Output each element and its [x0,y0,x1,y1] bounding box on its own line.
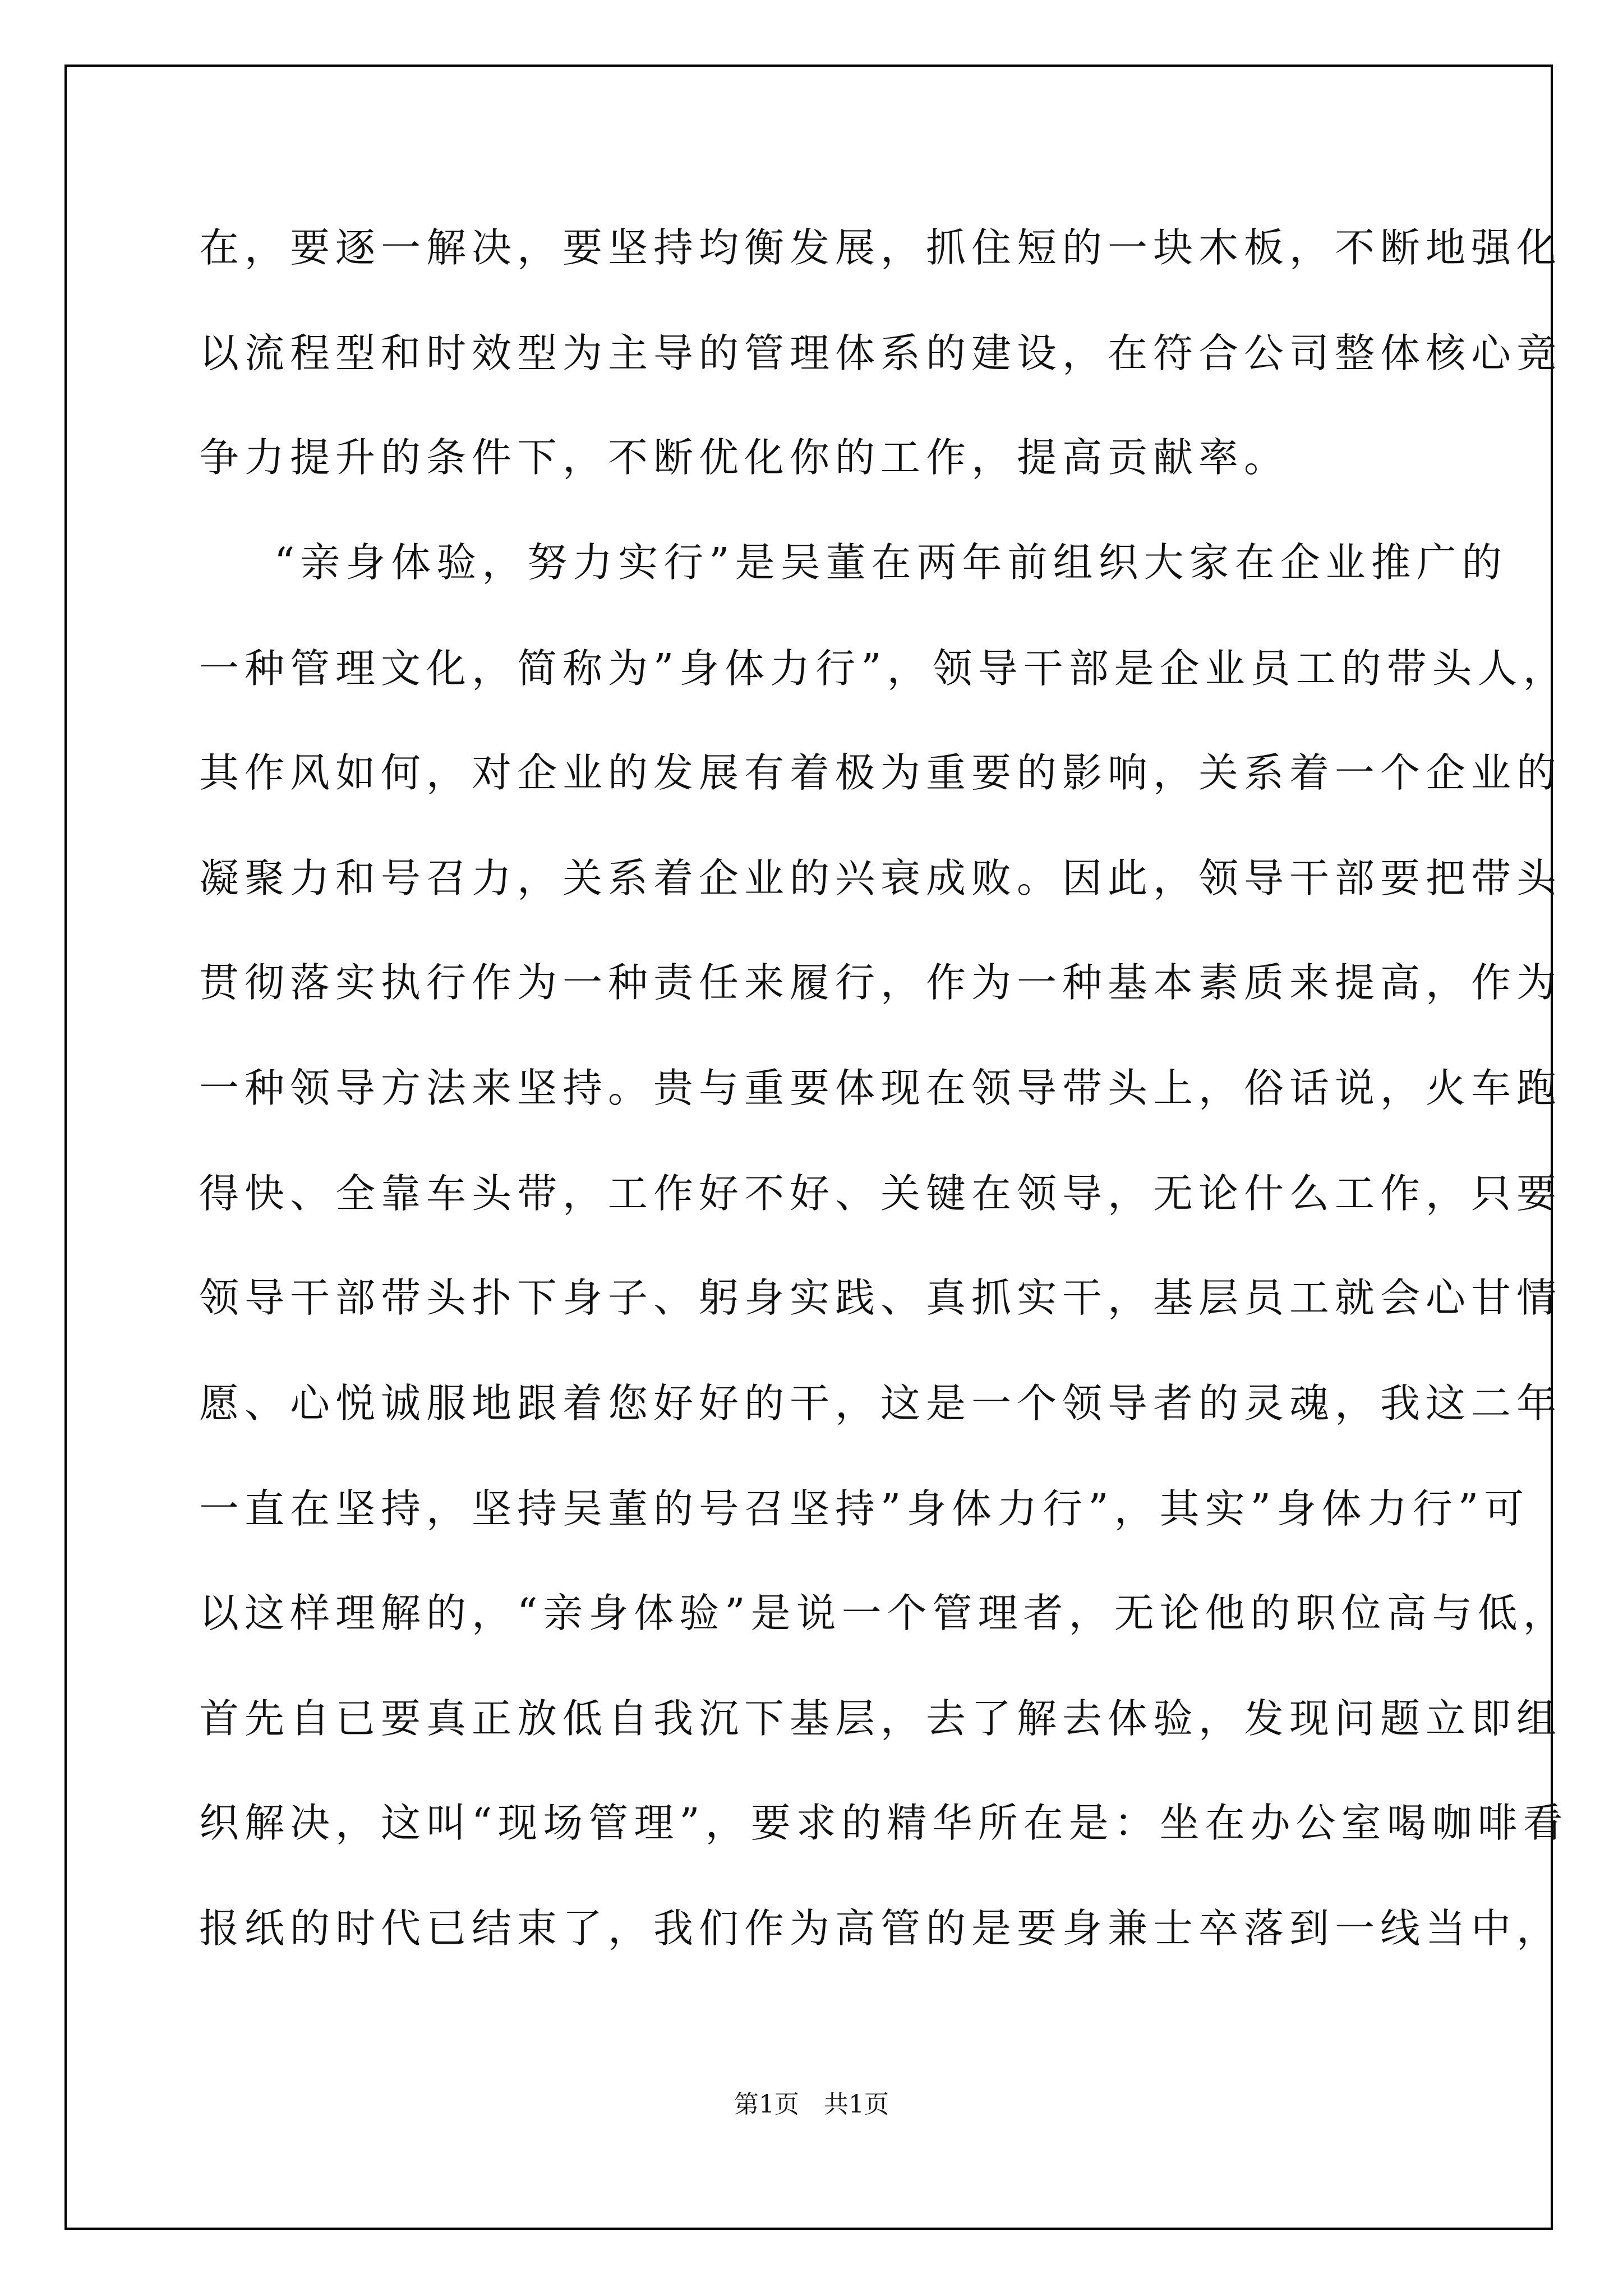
paragraph-line: 报纸的时代已结束了，我们作为高管的是要身兼士卒落到一线当中， [199,1905,1562,1952]
paragraph-line: 一种管理文化，简称为”身体力行”，领导干部是企业员工的带头人， [199,645,1569,692]
paragraph-line: 首先自已要真正放低自我沉下基层，去了解去体验，发现问题立即组 [199,1695,1562,1742]
paragraph-line: 得快、全靠车头带，工作好不好、关键在领导，无论什么工作，只要 [199,1170,1562,1217]
paragraph-line: 凝聚力和号召力，关系着企业的兴衰成败。因此，领导干部要把带头 [199,855,1562,901]
paragraph-line: 其作风如何，对企业的发展有着极为重要的影响，关系着一个企业的 [199,749,1562,796]
paragraph-line: “亲身体验，努力实行”是吴董在两年前组织大家在企业推广的 [274,539,1507,586]
paragraph-line: 以流程型和时效型为主导的管理体系的建设，在符合公司整体核心竞 [199,330,1562,376]
paragraph-line: 贯彻落实执行作为一种责任来履行，作为一种基本素质来提高，作为 [199,959,1562,1006]
paragraph-line: 织解决，这叫“现场管理”，要求的精华所在是：坐在办公室喝咖啡看 [199,1800,1569,1846]
paragraph-line: 争力提升的条件下，不断优化你的工作，提高贡献率。 [199,434,1290,481]
paragraph-line: 一种领导方法来坚持。贵与重要体现在领导带头上，俗话说，火车跑 [199,1065,1562,1111]
paragraph-line: 在，要逐一解决，要坚持均衡发展，抓住短的一块木板，不断地强化 [199,224,1562,271]
page-footer: 第1页 共1页 [734,2090,889,2119]
paragraph-line: 领导干部带头扑下身子、躬身实践、真抓实干，基层员工就会心甘情 [199,1274,1562,1321]
paragraph-line: 一直在坚持，坚持吴董的号召坚持”身体力行”，其实”身体力行”可 [199,1485,1530,1532]
paragraph-line: 愿、心悦诚服地跟着您好好的干，这是一个领导者的灵魂，我这二年 [199,1380,1562,1427]
paragraph-line: 以这样理解的，“亲身体验”是说一个管理者，无论他的职位高与低， [199,1590,1569,1636]
